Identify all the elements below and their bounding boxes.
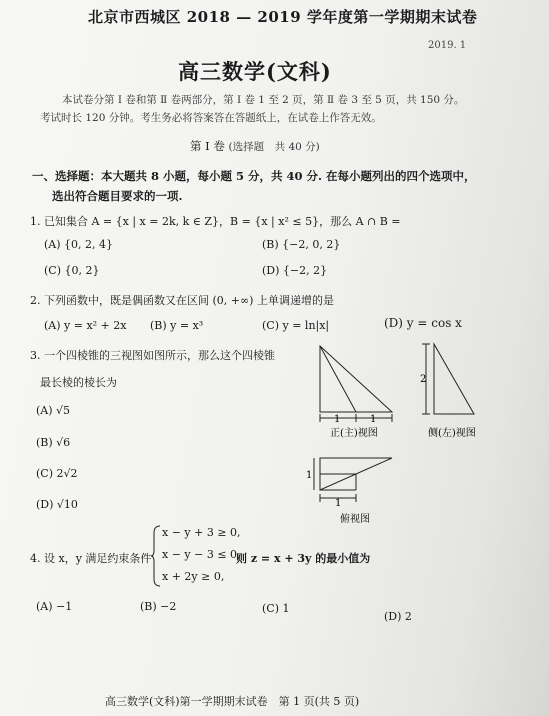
- q4-brace: [150, 525, 162, 587]
- exam-title: 高三数学(文科): [178, 59, 332, 84]
- q3-option-c: (C) 2√2: [36, 467, 78, 480]
- top-view-drawing: [314, 458, 392, 502]
- q1-option-c: (C) {0, 2}: [44, 264, 100, 277]
- q1-option-a: (A) {0, 2, 4}: [44, 238, 114, 251]
- q3-stem-line-1: 3. 一个四棱锥的三视图如图所示，那么这个四棱锥: [30, 349, 275, 362]
- q4-stem-suffix: 则 z = x + 3y 的最小值为: [236, 552, 371, 565]
- section-title: 第 Ⅰ 卷: [190, 139, 225, 153]
- q2-stem: 2. 下列函数中，既是偶函数又在区间 (0, +∞) 上单调递增的是: [30, 294, 334, 307]
- q3-three-view-figure: [300, 340, 500, 530]
- q2-option-d: (D) y = cos x: [384, 316, 462, 330]
- q1-stem: 1. 已知集合 A = {x | x = 2k, k ∈ Z}，B = {x | x² ≤ 5}，那么 A ∩ B =: [30, 215, 401, 228]
- side-view-drawing: [422, 344, 474, 414]
- front-view-caption: 正(主)视图: [330, 428, 378, 439]
- page-footer: 高三数学(文科)第一学期期末试卷 第 1 页(共 5 页): [105, 695, 360, 708]
- q3-stem-line-2: 最长棱的棱长为: [40, 376, 117, 389]
- instructions-line-2: 选出符合题目要求的一项.: [52, 189, 183, 203]
- exam-header: 北京市西城区 2018 — 2019 学年度第一学期期末试卷: [88, 8, 478, 26]
- q1-option-b: (B) {−2, 0, 2}: [262, 238, 341, 251]
- side-view-caption: 侧(左)视图: [428, 428, 476, 439]
- top-view-caption: 俯视图: [340, 514, 370, 525]
- q4-constraint-3: x + 2y ≥ 0,: [162, 570, 225, 583]
- top-dim-label-2: 1: [335, 498, 342, 509]
- q4-option-a: (A) −1: [36, 600, 73, 613]
- q2-option-a: (A) y = x² + 2x: [44, 319, 127, 332]
- instructions-line-1: 一、选择题：本大题共 8 小题，每小题 5 分，共 40 分. 在每小题列出的四个选项中，: [32, 169, 476, 183]
- q2-option-b: (B) y = x³: [150, 319, 204, 332]
- q4-option-b: (B) −2: [140, 600, 177, 613]
- q4-constraint-2: x − y − 3 ≤ 0,: [162, 548, 241, 561]
- front-view-drawing: [320, 346, 392, 422]
- front-view-outline: [320, 346, 392, 412]
- q4-option-c: (C) 1: [262, 602, 290, 615]
- top-dim-label-1: 1: [306, 470, 313, 481]
- q3-option-d: (D) √10: [36, 498, 78, 511]
- intro-line-2: 考试时长 120 分钟。考生务必将答案答在答题纸上，在试卷上作答无效。: [40, 112, 382, 124]
- exam-date: 2019. 1: [428, 40, 467, 51]
- side-view-outline: [434, 344, 474, 414]
- q4-option-d: (D) 2: [384, 610, 412, 623]
- section-heading: [190, 138, 320, 154]
- q4-constraint-1: x − y + 3 ≥ 0,: [162, 526, 241, 539]
- q3-option-b: (B) √6: [36, 436, 71, 449]
- q3-option-a: (A) √5: [36, 404, 71, 417]
- q2-option-c: (C) y = ln|x|: [262, 319, 330, 332]
- front-dim-label-1: 1: [334, 414, 341, 425]
- q4-stem-prefix: 4. 设 x，y 满足约束条件: [30, 552, 152, 565]
- front-dim-label-2: 1: [370, 414, 377, 425]
- section-subtitle: (选择题 共 40 分): [228, 141, 320, 153]
- front-view-inner-edge: [320, 346, 356, 412]
- side-dim-label: 2: [420, 374, 427, 385]
- q1-option-d: (D) {−2, 2}: [262, 264, 328, 277]
- intro-line-1: 本试卷分第 Ⅰ 卷和第 Ⅱ 卷两部分，第 Ⅰ 卷 1 至 2 页，第 Ⅱ 卷 3 至 5 页，共 150 分。: [62, 94, 465, 106]
